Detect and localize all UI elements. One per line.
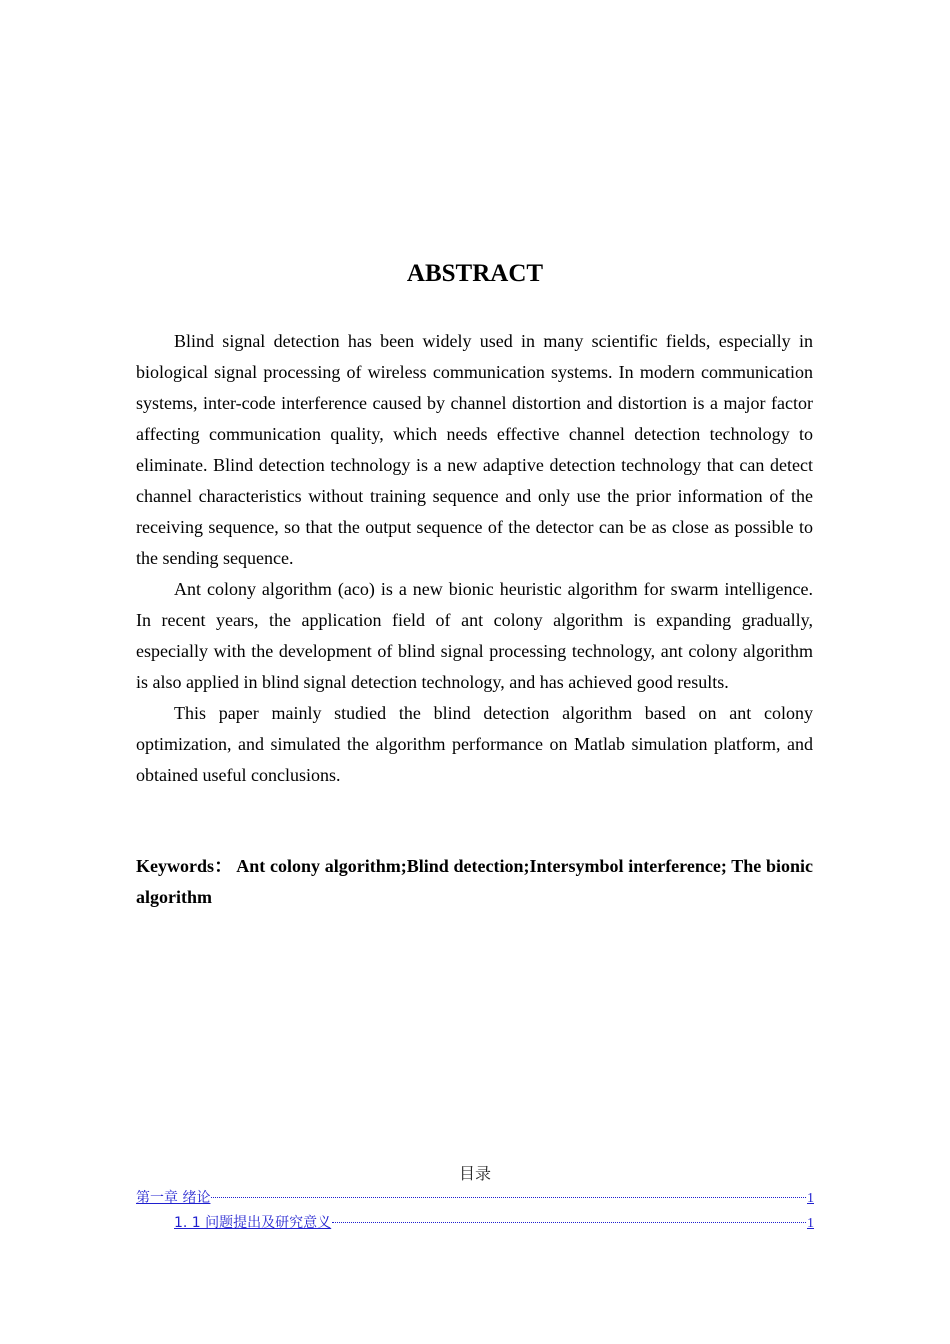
toc-leader-dots	[332, 1222, 806, 1223]
abstract-body	[136, 326, 813, 791]
keywords-label: Keywords：	[136, 856, 233, 876]
toc-entry-section-1-1[interactable]	[174, 1213, 814, 1234]
keywords-text: Ant colony algorithm;Blind detection;Intersymbol interference; The bionic algorithm	[136, 856, 813, 907]
abstract-paragraph-1: Blind signal detection has been widely used in many scientific fields, especially in biological signal processing of wireless communication systems. In modern communication systems, inter-code interference caused by channel distortion and distortion is a major factor affecting communication quality, which needs effective channel detection technology to eliminate. Blind detection technology is a new adaptive detection technology that can detect channel characteristics without training sequence and only use the prior information of the receiving sequence, so that the output sequence of the detector can be as close as possible to the sending sequence.	[136, 331, 813, 568]
toc-entry-chapter-1[interactable]	[136, 1188, 814, 1209]
abstract-paragraph-3: This paper mainly studied the blind detection algorithm based on ant colony optimization, and simulated the algorithm performance on Matlab simulation platform, and obtained useful conclusions.	[136, 703, 813, 785]
toc-leader-dots	[211, 1197, 806, 1198]
keywords	[136, 851, 813, 913]
toc-entry-page: 1	[807, 1216, 814, 1231]
toc-entry-text: 1. 1 问题提出及研究意义	[174, 1215, 332, 1231]
abstract-title: ABSTRACT	[406, 260, 544, 287]
abstract-paragraph-2: Ant colony algorithm (aco) is a new bionic heuristic algorithm for swarm intelligence. In recent years, the application field of ant colony algorithm is expanding gradually, especially with the development of blind signal processing technology, ant colony algorithm is also applied in blind signal detection technology, and has achieved good results.	[136, 579, 813, 692]
toc-entry-text: 第一章 绪论	[136, 1190, 211, 1206]
toc-title: 目录	[458, 1164, 491, 1183]
toc-entry-page: 1	[807, 1191, 814, 1206]
